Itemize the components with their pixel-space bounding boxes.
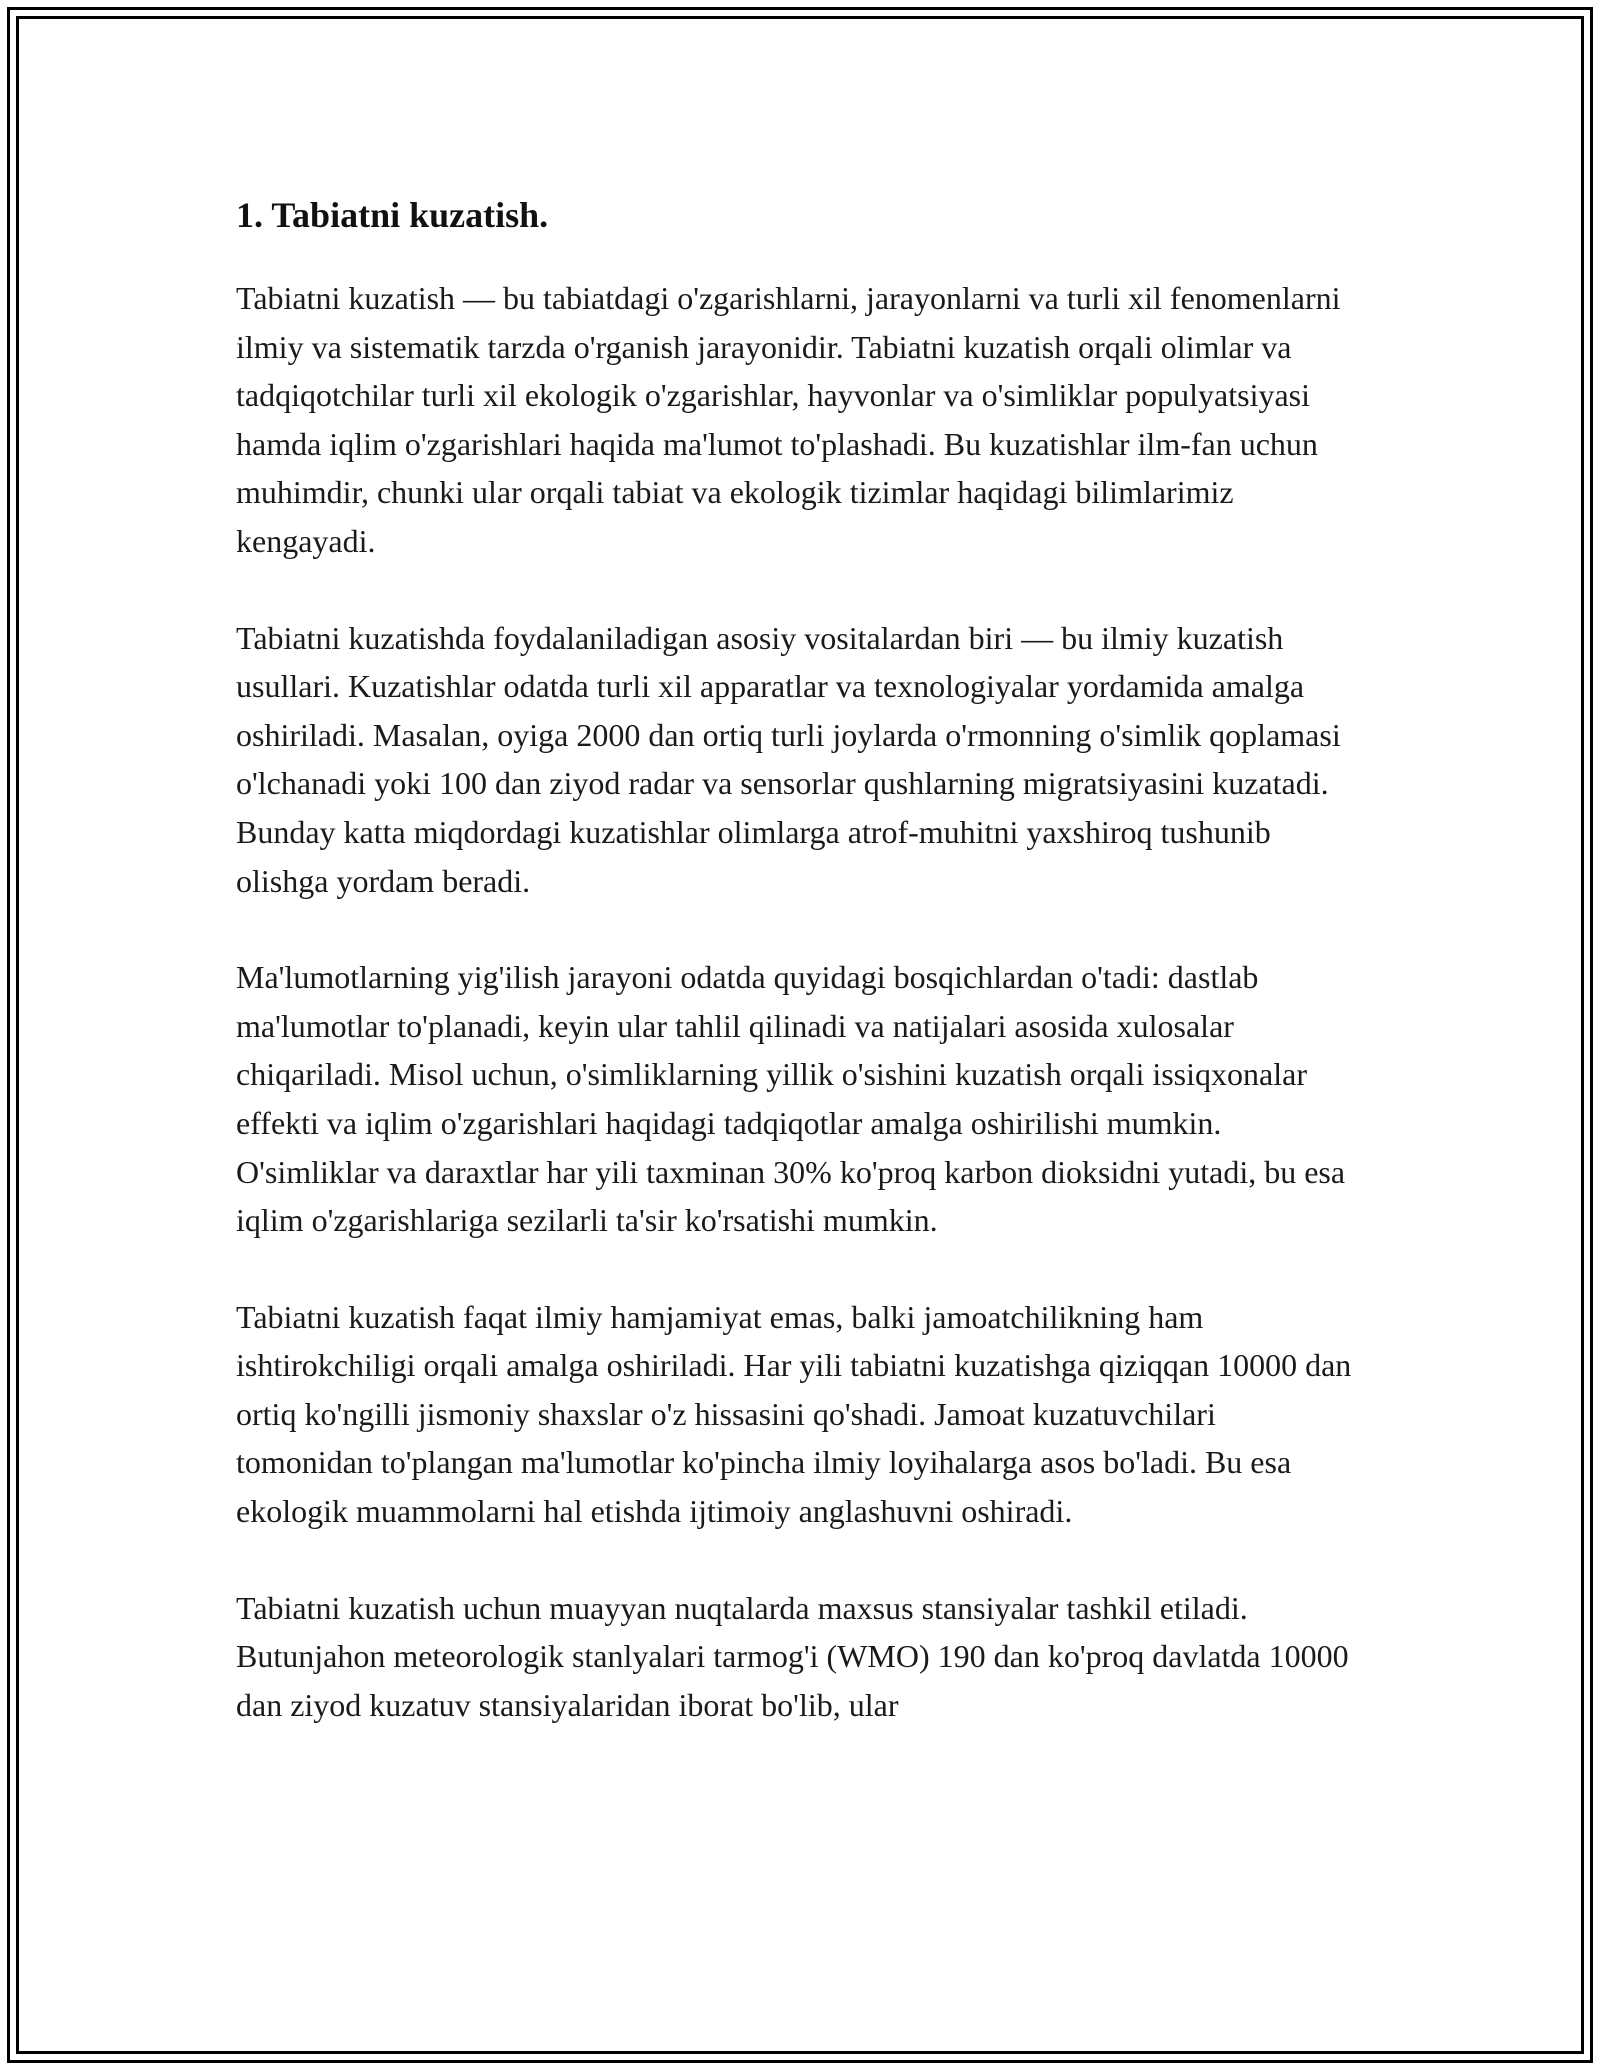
section-title: 1. Tabiatni kuzatish.	[236, 195, 549, 235]
paragraph-3: Ma'lumotlarning yig'ilish jarayoni odatda quyidagi bosqichlardan o'tadi: dastlab ma'lumotlar to'planadi, keyin ular tahlil qilinadi va natijalari asosida xulosalar chiqariladi. Misol uchun, o'simliklarning yillik o'sishini kuzatish orqali issiqxonalar effekti va iqlim o'zgarishlari haqidagi tadqiqotlar amalga oshirilishi mumkin. O'simliklar va daraxtlar har yili taxminan 30% ko'proq karbon dioksidni yutadi, bu esa iqlim o'zgarishlariga sezilarli ta'sir ko'rsatishi mumkin.	[236, 959, 1346, 1239]
paragraph-1: Tabiatni kuzatish — bu tabiatdagi o'zgarishlarni, jarayonlarni va turli xil fenomenlarni ilmiy va sistematik tarzda o'rganish jarayonidir. Tabiatni kuzatish orqali olimlar va tadqiqotchilar turli xil ekologik o'zgarishlar, hayvonlar va o'simliklar populyatsiyasi hamda iqlim o'zgarishlari haqida ma'lumot to'plashadi. Bu kuzatishlar ilm-fan uchun muhimdir, chunki ular orqali tabiat va ekologik tizimlar haqidagi bilimlarimiz kengayadi.	[236, 280, 1341, 559]
document-body	[236, 186, 1356, 1777]
paragraph-2: Tabiatni kuzatishda foydalaniladigan asosiy vositalardan biri — bu ilmiy kuzatish usullari. Kuzatishlar odatda turli xil apparatlar va texnologiyalar yordamida amalga oshiriladi. Masalan, oyiga 2000 dan ortiq turli joylarda o'rmonning o'simlik qoplamasi o'lchanadi yoki 100 dan ziyod radar va sensorlar qushlarning migratsiyasini kuzatadi. Bunday katta miqdordagi kuzatishlar olimlarga atrof-muhitni yaxshiroq tushunib olishga yordam beradi.	[236, 619, 1341, 899]
paragraph-5: Tabiatni kuzatish uchun muayyan nuqtalarda maxsus stansiyalar tashkil etiladi. Butunjahon meteorologik stanlyalari tarmog'i (WMO) 190 dan ko'proq davlatda 10000 dan ziyod kuzatuv stansiyalaridan iborat bo'lib, ular	[236, 1589, 1349, 1723]
paragraph-4: Tabiatni kuzatish faqat ilmiy hamjamiyat emas, balki jamoatchilikning ham ishtirokchiligi orqali amalga oshiriladi. Har yili tabiatni kuzatishga qiziqqan 10000 dan ortiq ko'ngilli jismoniy shaxslar o'z hissasini qo'shadi. Jamoat kuzatuvchilari tomonidan to'plangan ma'lumotlar ko'pincha ilmiy loyihalarga asos bo'ladi. Bu esa ekologik muammolarni hal etishda ijtimoiy anglashuvni oshiradi.	[236, 1298, 1352, 1530]
